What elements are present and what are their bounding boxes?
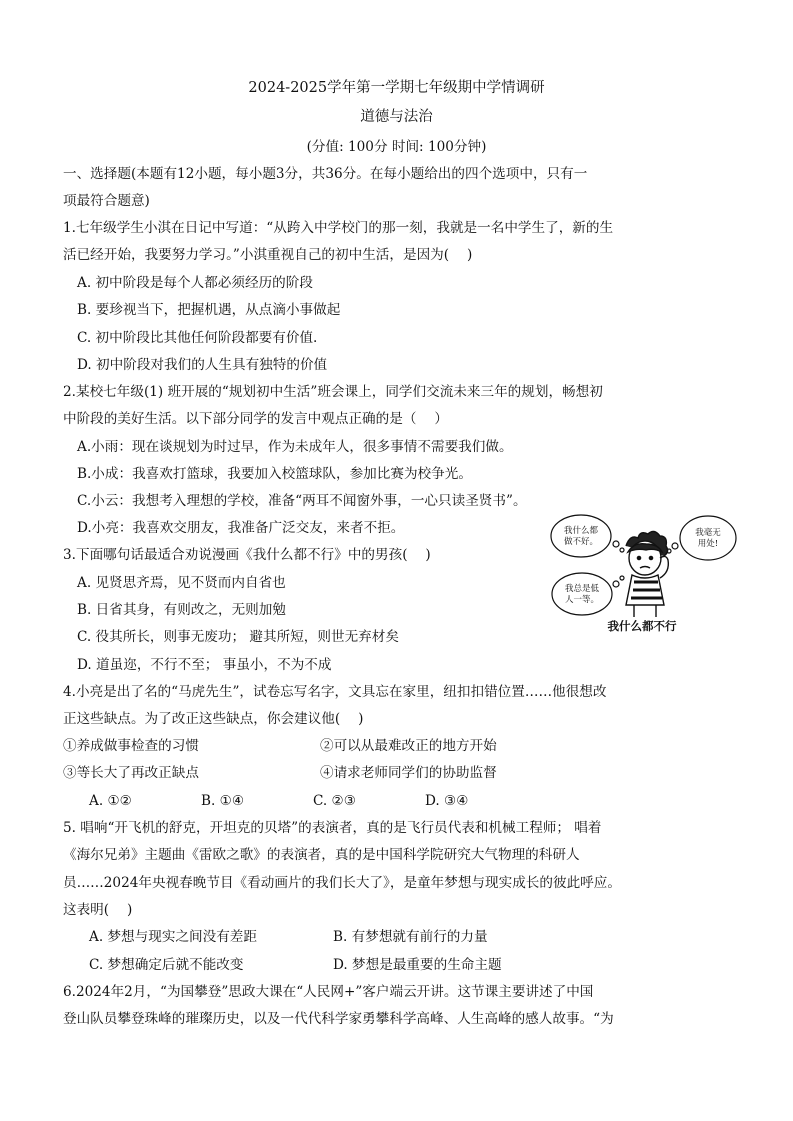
bubble-text-right-1: 我毫无 — [695, 528, 721, 538]
question-5-stem-cont-2: 员……2024年央视春晚节目《看动画片的我们长大了》，是童年梦想与现实成长的彼此呼应。 — [63, 875, 621, 891]
question-3-option-a: A. 见贤思齐焉，见不贤而内自省也 — [77, 575, 286, 591]
question-1-option-c: C. 初中阶段比其他任何阶段都要有价值. — [77, 330, 318, 346]
question-4-stem: 4.小亮是出了名的“马虎先生”，试卷忘写名字，文具忘在家里，纽扣扣错位置……他很想改 — [63, 684, 607, 700]
section-heading: 一、选择题(本题有12小题，每小题3分，共36分。在每小题给出的四个选项中，只有一 — [63, 166, 588, 182]
question-4-option-b: B. ①④ — [201, 793, 245, 809]
thought-bubble-bottom-left — [552, 573, 612, 615]
cartoon-illustration — [548, 508, 738, 634]
cartoon-caption: 我什么都不行 — [607, 619, 677, 633]
question-2-option-a: A.小雨：现在谈规划为时过早，作为未成年人，很多事情不需要我们做。 — [77, 439, 513, 455]
question-4-item-1: ①养成做事检查的习惯 — [63, 738, 199, 754]
question-2-option-d: D.小亮：我喜欢交朋友，我准备广泛交友，来者不拒。 — [77, 520, 405, 536]
bubble-text-right-2: 用处! — [697, 539, 719, 549]
question-2-option-b: B.小成：我喜欢打篮球，我要加入校篮球队，参加比赛为校争光。 — [77, 466, 472, 482]
subject-title: 道德与法治 — [360, 109, 433, 125]
question-2-stem: 2.某校七年级(1) 班开展的“规划初中生活”班会课上，同学们交流未来三年的规划，畅想初 — [63, 384, 603, 400]
bubble-text-bottom-left-2: 人一等。 — [564, 595, 600, 605]
question-1-option-b: B. 要珍视当下，把握机遇，从点滴小事做起 — [77, 302, 341, 318]
question-5-stem-cont-1: 《海尔兄弟》主题曲《雷欧之歌》的表演者，真的是中国科学院研究大气物理的科研人 — [63, 847, 580, 863]
boy-figure — [626, 531, 668, 617]
score-time-info: (分值: 100分 时间: 100分钟) — [306, 139, 487, 155]
thought-bubble-top-left — [551, 515, 611, 557]
question-1-option-d: D. 初中阶段对我们的人生具有独特的价值 — [77, 357, 328, 373]
question-4-option-c: C. ②③ — [313, 793, 356, 809]
question-2-option-c: C.小云：我想考入理想的学校，准备“两耳不闻窗外事，一心只读圣贤书”。 — [77, 493, 527, 509]
bubble-text-top-left-2: 做不好。 — [563, 537, 599, 547]
question-4-item-4: ④请求老师同学们的协助监督 — [320, 765, 497, 781]
question-5-stem: 5. 唱响“开飞机的舒克，开坦克的贝塔”的表演者，真的是飞行员代表和机械工程师； 唱着 — [63, 820, 602, 836]
question-3-option-d: D. 道虽迩，不行不至； 事虽小，不为不成 — [77, 657, 332, 673]
question-4-option-a: A. ①② — [89, 793, 132, 809]
question-1-stem: 1.七年级学生小淇在日记中写道：“从跨入中学校门的那一刻，我就是一名中学生了，新的生 — [63, 220, 614, 236]
question-6-stem-cont: 登山队员攀登珠峰的璀璨历史，以及一代代科学家勇攀科学高峰、人生高峰的感人故事。“为 — [63, 1011, 614, 1027]
question-4-item-3: ③等长大了再改正缺点 — [63, 765, 199, 781]
question-5-option-c: C. 梦想确定后就不能改变 — [89, 957, 244, 973]
question-5-option-d: D. 梦想是最重要的生命主题 — [333, 957, 502, 973]
exam-title: 2024-2025学年第一学期七年级期中学情调研 — [248, 80, 545, 96]
question-2-stem-cont: 中阶段的美好生活。以下部分同学的发言中观点正确的是（ ） — [63, 411, 448, 427]
question-6-stem: 6.2024年2月，“为国攀登”思政大课在“人民网+”客户端云开讲。这节课主要讲述了中国 — [63, 984, 594, 1000]
question-5-option-b: B. 有梦想就有前行的力量 — [333, 929, 488, 945]
question-3-option-c: C. 役其所长，则事无废功； 避其所短，则世无弃材矣 — [77, 629, 399, 645]
cartoon-drawing — [548, 508, 738, 634]
question-5-option-a: A. 梦想与现实之间没有差距 — [89, 929, 257, 945]
bubble-text-top-left-1: 我什么都 — [563, 526, 599, 536]
question-4-option-d: D. ③④ — [425, 793, 469, 809]
bubble-text-bottom-left-1: 我总是低 — [564, 584, 600, 594]
question-3-stem: 3.下面哪句话最适合劝说漫画《我什么都不行》中的男孩( ) — [63, 547, 431, 563]
question-3-option-b: B. 日省其身，有则改之，无则加勉 — [77, 602, 286, 618]
question-1-stem-cont: 活已经开始，我要努力学习。”小淇重视自己的初中生活，是因为( ) — [63, 247, 473, 263]
question-1-option-a: A. 初中阶段是每个人都必须经历的阶段 — [77, 275, 313, 291]
thought-bubble-right — [680, 516, 736, 560]
question-4-stem-cont: 正这些缺点。为了改正这些缺点，你会建议他( ) — [63, 711, 364, 727]
question-5-stem-cont-3: 这表明( ) — [63, 902, 133, 918]
question-4-item-2: ②可以从最难改正的地方开始 — [320, 738, 497, 754]
section-heading-cont: 项最符合题意) — [63, 193, 150, 209]
